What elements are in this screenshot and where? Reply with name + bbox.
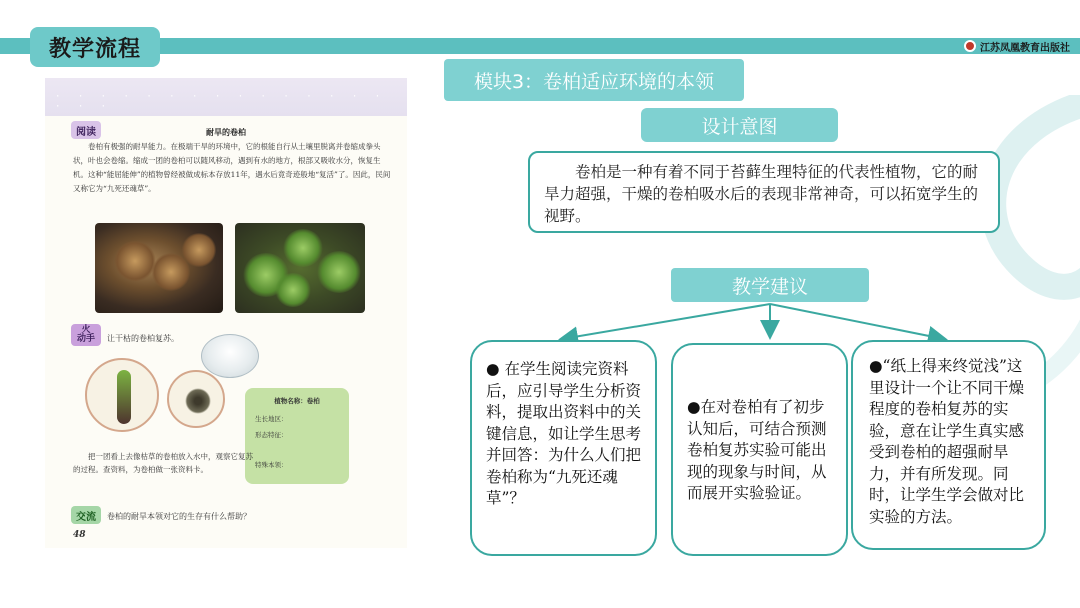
article-title: 耐旱的卷柏 [206, 127, 246, 137]
publisher-logo-group [964, 38, 1070, 54]
info-card-title: 植物名称：卷柏 [274, 397, 320, 405]
advice-card-text: ●“纸上得来终觉浅”这里设计一个让不同干燥程度的卷柏复苏的实验，意在让学生真实感受到卷柏的超强耐旱力，并有所发现。同时，让学生学会做对比实验的方法。 [869, 357, 1025, 526]
green-selaginella-photo [235, 223, 365, 313]
curled-sprig-illustration [167, 370, 225, 428]
arrow-left [562, 304, 770, 339]
hands-on-tag-top: 火 [81, 325, 91, 335]
discussion-text: 卷柏的耐旱本领对它的生存有什么帮助？ [107, 512, 251, 521]
dry-sprig-illustration [85, 358, 159, 432]
module-title-box [444, 59, 744, 101]
arrow-right [770, 304, 944, 339]
design-intent-title-box [641, 108, 838, 142]
book-header-strip [45, 78, 407, 116]
read-tag: 阅读 [71, 121, 101, 139]
decorative-dots: · · · · · · · · · · · · · · · · · · [55, 92, 387, 112]
textbook-page-image [45, 78, 407, 548]
advice-card-3 [851, 340, 1046, 550]
info-card [245, 388, 349, 484]
design-intent-box [528, 151, 1000, 233]
publisher-logo-icon [964, 40, 976, 52]
advice-card-2 [671, 343, 848, 556]
publisher-name: 江苏凤凰教育出版社 [980, 42, 1070, 54]
advice-card-1 [470, 340, 657, 556]
hands-on-tag [71, 324, 101, 346]
design-intent-title: 设计意图 [701, 115, 778, 138]
petri-dish-illustration [201, 334, 259, 378]
hands-on-text: 让干枯的卷柏复苏。 [107, 334, 179, 343]
info-card-line: 特殊本领： [255, 461, 288, 469]
design-intent-text: 卷柏是一种有着不同于苔藓生理特征的代表性植物，它的耐旱力超强，干燥的卷柏吸水后的表现非常神奇，可以拓宽学生的视野。 [544, 163, 979, 225]
advice-card-text: ● 在学生阅读完资料后，应引导学生分析资料，提取出资料中的关键信息，如让学生思考并回答：为什么人们把卷柏称为“九死还魂草”？ [486, 360, 642, 507]
article-text: 卷柏有极强的耐旱能力。在极端干旱的环境中，它的根能自行从土壤里脱离并卷缩成拳头状，叶也会卷缩。缩成一团的卷柏可以随风移动，遇到有水的地方，根部又吸收水分，恢复生机。这种“能屈能伸”的植物曾经被做成标本存放11年，遇水后竟奇迹般地“复活”了。因此，民间又称它为“九死还魂草”。 [73, 142, 391, 193]
header-title-box [30, 27, 160, 67]
dry-selaginella-photo [95, 223, 223, 313]
page-title: 教学流程 [48, 36, 141, 62]
teaching-advice-title-box [671, 268, 869, 302]
hands-on-tag-bottom: 动手 [76, 334, 95, 344]
module-title: 模块3：卷柏适应环境的本领 [473, 70, 715, 93]
advice-card-text: ●在对卷柏有了初步认知后，可结合预测卷柏复苏实验可能出现的现象与时间，从而展开实验验证。 [687, 398, 827, 502]
info-card-line: 生长地区： [255, 415, 288, 423]
info-card-line: 形态特征： [255, 431, 288, 439]
hands-on-paragraph: 把一团看上去像枯草的卷柏放入水中，观察它复苏的过程。查资料，为卷柏做一张资料卡。 [73, 452, 253, 474]
header-band [0, 38, 1080, 54]
page-number: 48 [73, 530, 86, 540]
teaching-advice-title: 教学建议 [731, 275, 808, 298]
discussion-tag: 交流 [71, 506, 101, 524]
